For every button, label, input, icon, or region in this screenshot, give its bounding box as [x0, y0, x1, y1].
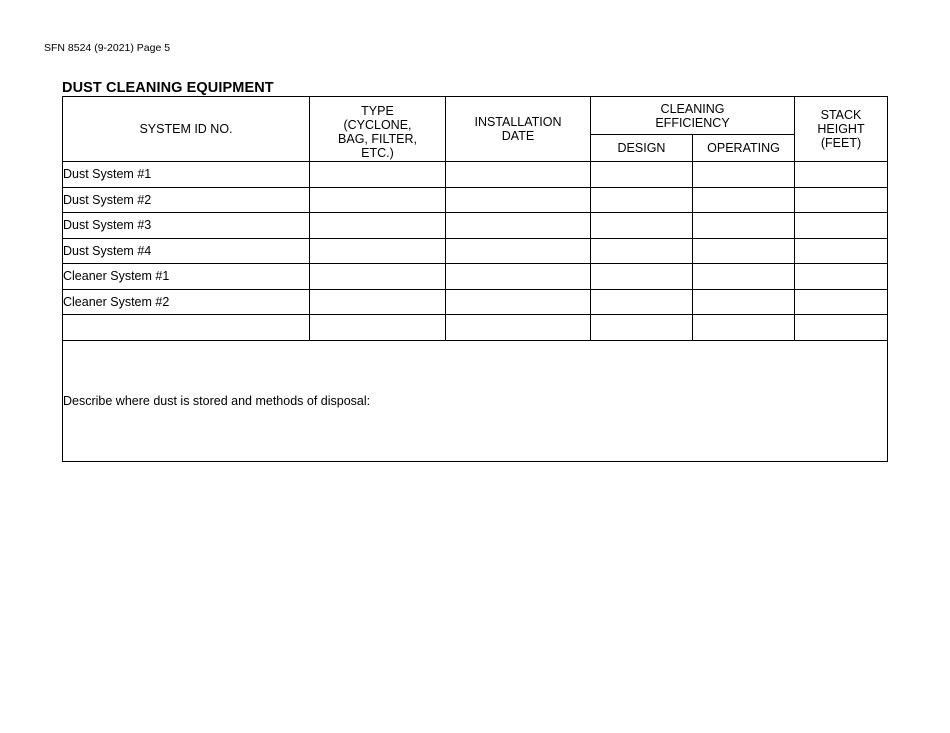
header-stack-line-1: STACK: [820, 108, 862, 122]
operating-efficiency-field[interactable]: [693, 289, 795, 315]
type-field[interactable]: [310, 213, 446, 239]
design-efficiency-field[interactable]: [591, 264, 693, 290]
table-row: [63, 187, 888, 213]
operating-efficiency-field[interactable]: [693, 238, 795, 264]
dust-cleaning-equipment-table: [62, 96, 888, 462]
operating-efficiency-field[interactable]: [693, 162, 795, 188]
operating-efficiency-field[interactable]: [693, 264, 795, 290]
header-stack-line-3: (FEET): [820, 136, 862, 150]
type-field[interactable]: [310, 187, 446, 213]
design-efficiency-field[interactable]: [591, 162, 693, 188]
installation-date-field[interactable]: [446, 289, 591, 315]
table-row: [63, 264, 888, 290]
header-type-line-4: ETC.): [361, 146, 394, 160]
table-row: [63, 213, 888, 239]
table-row: [63, 162, 888, 188]
design-efficiency-field[interactable]: [591, 238, 693, 264]
header-type-line-3: BAG, FILTER,: [338, 132, 417, 146]
design-efficiency-field[interactable]: [591, 289, 693, 315]
system-id-cell: Dust System #4: [63, 238, 310, 264]
design-efficiency-field[interactable]: [591, 315, 693, 341]
type-field[interactable]: [310, 264, 446, 290]
stack-height-field[interactable]: [795, 289, 888, 315]
system-id-cell: Cleaner System #2: [63, 289, 310, 315]
type-field[interactable]: [310, 238, 446, 264]
header-cleaning-efficiency: [591, 97, 795, 135]
header-efficiency-line-2: EFFICIENCY: [655, 115, 730, 130]
stack-height-field[interactable]: [795, 315, 888, 341]
system-id-cell: Dust System #1: [63, 162, 310, 188]
header-installation-line-1: INSTALLATION: [474, 115, 562, 129]
header-installation-date: [446, 97, 591, 162]
installation-date-field[interactable]: [446, 264, 591, 290]
header-stack-line-2: HEIGHT: [817, 122, 865, 136]
table-row: [63, 238, 888, 264]
section-title: DUST CLEANING EQUIPMENT: [62, 80, 274, 96]
header-stack-height: [795, 97, 888, 162]
type-field[interactable]: [310, 315, 446, 341]
table-row: [63, 289, 888, 315]
header-design: DESIGN: [591, 135, 693, 162]
installation-date-field[interactable]: [446, 315, 591, 341]
installation-date-field[interactable]: [446, 187, 591, 213]
system-id-cell[interactable]: [63, 315, 310, 341]
operating-efficiency-field[interactable]: [693, 213, 795, 239]
stack-height-field[interactable]: [795, 213, 888, 239]
header-efficiency-line-1: CLEANING: [660, 101, 725, 116]
installation-date-field[interactable]: [446, 162, 591, 188]
stack-height-field[interactable]: [795, 264, 888, 290]
stack-height-field[interactable]: [795, 162, 888, 188]
header-installation-line-2: DATE: [501, 129, 535, 143]
installation-date-field[interactable]: [446, 238, 591, 264]
type-field[interactable]: [310, 162, 446, 188]
design-efficiency-field[interactable]: [591, 187, 693, 213]
header-type: [310, 97, 446, 162]
stack-height-field[interactable]: [795, 238, 888, 264]
table-row: [63, 315, 888, 341]
system-id-cell: Dust System #2: [63, 187, 310, 213]
form-id: SFN 8524 (9-2021) Page 5: [44, 42, 171, 54]
header-system-id: SYSTEM ID NO.: [63, 97, 310, 162]
operating-efficiency-field[interactable]: [693, 187, 795, 213]
design-efficiency-field[interactable]: [591, 213, 693, 239]
dust-storage-disposal-field[interactable]: [63, 340, 888, 461]
installation-date-field[interactable]: [446, 213, 591, 239]
stack-height-field[interactable]: [795, 187, 888, 213]
header-type-line-1: TYPE: [361, 104, 394, 118]
header-type-line-2: (CYCLONE,: [343, 118, 412, 132]
operating-efficiency-field[interactable]: [693, 315, 795, 341]
system-id-cell: Dust System #3: [63, 213, 310, 239]
dust-storage-disposal-label: Describe where dust is stored and methods of disposal:: [63, 393, 371, 408]
type-field[interactable]: [310, 289, 446, 315]
system-id-cell: Cleaner System #1: [63, 264, 310, 290]
header-operating: OPERATING: [693, 135, 795, 162]
